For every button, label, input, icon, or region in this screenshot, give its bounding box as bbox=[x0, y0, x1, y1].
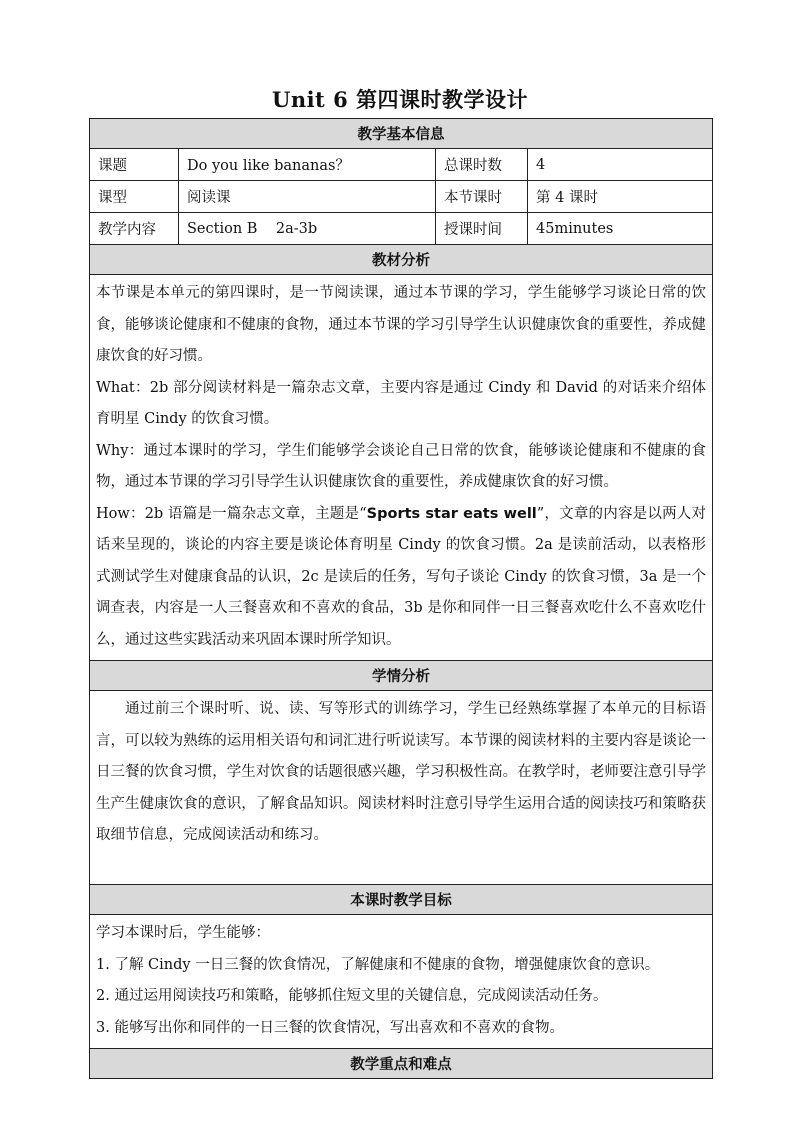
material-intro: 本节课是本单元的第四课时，是一节阅读课，通过本节课的学习，学生能够学习谈论日常的饮食，能够谈论健康和不健康的食物，通过本节课的学习引导学生认识健康饮食的重要性，养成健康饮食的好习惯。 bbox=[96, 285, 706, 364]
page-title: Unit 6 第四课时教学设计 bbox=[272, 87, 528, 112]
content-value: Section B 2a-3b bbox=[179, 213, 436, 245]
info-row-content bbox=[90, 213, 713, 245]
student-analysis-text: 通过前三个课时听、说、读、写等形式的训练学习，学生已经熟练掌握了本单元的目标语言，可以较为熟练的运用相关语句和词汇进行听说读写。本节课的阅读材料的主要内容是谈论一日三餐的饮食习惯，学生对饮食的话题很感兴趣，学习积极性高。在教学时，老师要注意引导学生产生健康饮食的意识，了解食品知识。阅读材料时注意引导学生运用合适的阅读技巧和策略获取细节信息，完成阅读活动和练习。 bbox=[96, 701, 706, 843]
material-what: What：2b 部分阅读材料是一篇杂志文章，主要内容是通过 Cindy 和 David 的对话来介绍体育明星 Cindy 的饮食习惯。 bbox=[96, 379, 706, 427]
objective-item-2: 2. 通过运用阅读技巧和策略，能够抓住短文里的关键信息，完成阅读活动任务。 bbox=[96, 988, 608, 1004]
objectives-intro: 学习本课时后，学生能够： bbox=[96, 925, 270, 941]
material-how-topic: Sports star eats well bbox=[366, 505, 537, 522]
student-analysis-body bbox=[90, 691, 713, 885]
section-objectives: 本课时教学目标 bbox=[90, 885, 713, 915]
content-label: 教学内容 bbox=[90, 213, 179, 245]
material-how-start: How：2b 语篇是一篇杂志文章，主题是“ bbox=[96, 505, 367, 522]
material-how-end: ”，文章的内容是以两人对话来呈现的，谈论的内容主要是谈论体育明星 Cindy 的饮食习惯。2a 是读前活动，以表格形式测试学生对健康食品的认识，2c 是读后的任务，写句子谈论 Cindy 的饮食习惯，3a 是一个调查表，内容是一人三餐喜欢和不喜欢的食品，3b 是你和同伴一日三餐喜欢吃什么不喜欢吃什么，通过这些实践活动来巩固本课时所学知识。 bbox=[96, 505, 706, 648]
section-key-points: 教学重点和难点 bbox=[90, 1049, 713, 1079]
current-hour-value: 第 4 课时 bbox=[528, 181, 713, 213]
lesson-plan-table bbox=[89, 118, 713, 1079]
section-material-analysis: 教材分析 bbox=[90, 245, 713, 275]
current-hour-label: 本节课时 bbox=[436, 181, 528, 213]
material-why: Why：通过本课时的学习，学生们能够学会谈论自己日常的饮食，能够谈论健康和不健康的食物，通过本节课的学习引导学生认识健康饮食的重要性，养成健康饮食的好习惯。 bbox=[96, 442, 706, 490]
type-value: 阅读课 bbox=[179, 181, 436, 213]
section-basic-info: 教学基本信息 bbox=[90, 119, 713, 149]
objective-item-1: 1. 了解 Cindy 一日三餐的饮食情况，了解健康和不健康的食物，增强健康饮食的意识。 bbox=[96, 956, 660, 973]
total-hours-value: 4 bbox=[528, 149, 713, 181]
time-value: 45minutes bbox=[528, 213, 713, 245]
total-hours-label: 总课时数 bbox=[436, 149, 528, 181]
type-label: 课型 bbox=[90, 181, 179, 213]
material-how bbox=[96, 499, 706, 657]
info-row-topic bbox=[90, 149, 713, 181]
objective-item-3: 3. 能够写出你和同伴的一日三餐的饮食情况，写出喜欢和不喜欢的食物。 bbox=[96, 1019, 564, 1036]
time-label: 授课时间 bbox=[436, 213, 528, 245]
topic-value: Do you like bananas？ bbox=[179, 149, 436, 181]
objectives-body bbox=[90, 915, 713, 1049]
info-row-type bbox=[90, 181, 713, 213]
topic-label: 课题 bbox=[90, 149, 179, 181]
material-analysis-body bbox=[90, 275, 713, 661]
section-student-analysis: 学情分析 bbox=[90, 661, 713, 691]
